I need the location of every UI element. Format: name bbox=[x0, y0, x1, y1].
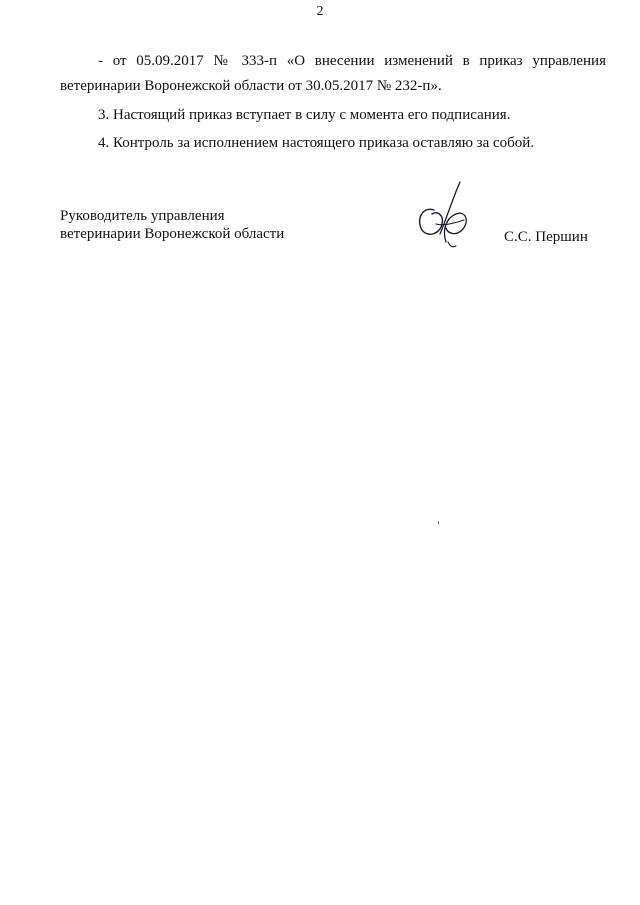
page-number: 2 bbox=[316, 4, 324, 19]
scan-artifact bbox=[438, 521, 439, 524]
handwritten-signature bbox=[412, 180, 470, 252]
signatory-position-line-2: ветеринарии Воронежской области bbox=[60, 226, 285, 242]
signatory-position bbox=[60, 207, 284, 243]
signatory-position-line-1: Руководитель управления bbox=[60, 208, 225, 224]
amendment-item-line-1: - от 05.09.2017 № 333-п «О внесении изменений в приказ управления bbox=[98, 53, 606, 69]
clause-3: 3. Настоящий приказ вступает в силу с момента его подписания. bbox=[98, 107, 511, 123]
clause-4: 4. Контроль за исполнением настоящего приказа оставляю за собой. bbox=[98, 135, 535, 151]
amendment-item-line-2: ветеринарии Воронежской области от 30.05.2017 № 232-п». bbox=[60, 78, 442, 94]
signatory-name: С.С. Першин bbox=[504, 229, 588, 245]
